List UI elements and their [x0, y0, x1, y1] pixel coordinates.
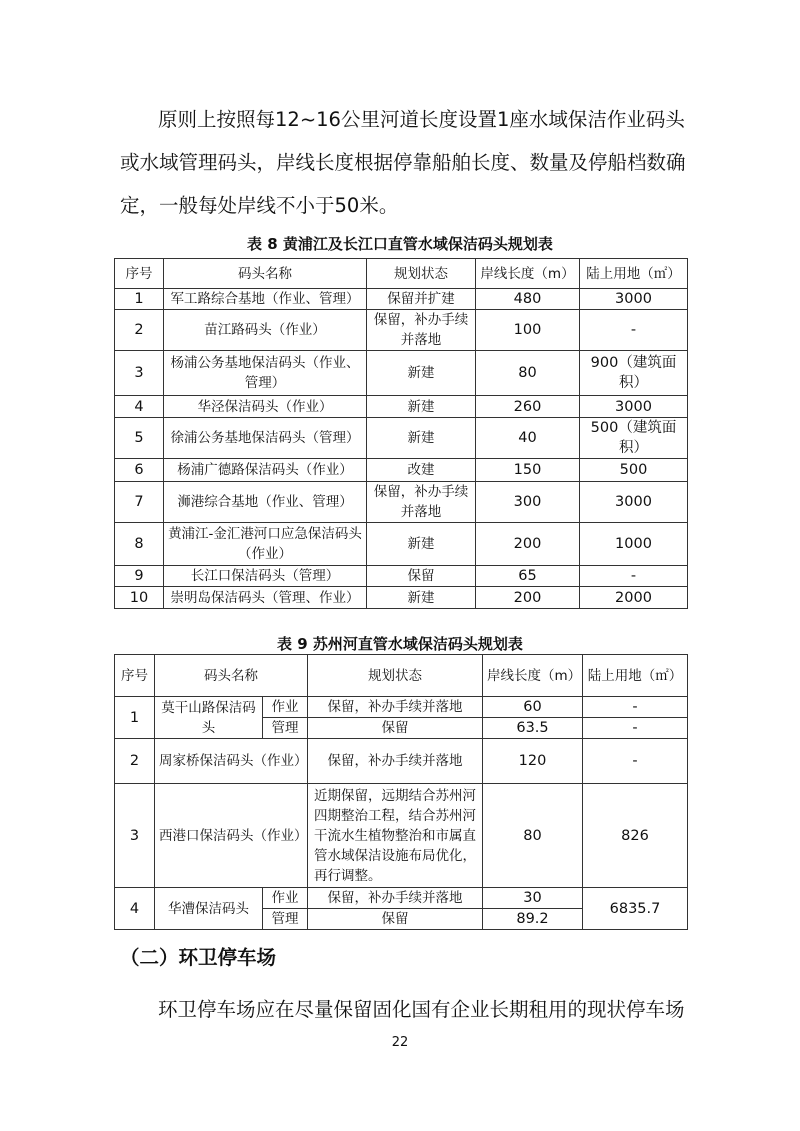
- table-row: [115, 310, 688, 351]
- table-row: [115, 587, 688, 609]
- shoreline-length: 200: [476, 523, 580, 566]
- dock-name: 西港口保洁码头（作业）: [155, 784, 308, 888]
- plan-status: 保留并扩建: [367, 289, 476, 310]
- plan-status: 近期保留，远期结合苏州河四期整治工程，结合苏州河干流水生植物整治和市属直管水域保洁设施布局优化，再行调整。: [308, 784, 483, 888]
- page-number: 22: [391, 1035, 409, 1050]
- table-row: [115, 697, 688, 718]
- closing-paragraph: 环卫停车场应在尽量保留固化国有企业长期租用的现状停车场: [158, 998, 685, 1021]
- dock-type: 管理: [263, 718, 308, 739]
- shoreline-length: 100: [476, 310, 580, 351]
- dock-name: 杨浦广德路保洁码头（作业）: [164, 459, 367, 482]
- plan-status: 新建: [367, 351, 476, 396]
- land-area: 826: [583, 784, 688, 888]
- row-number: 5: [115, 418, 164, 459]
- dock-name: 徐浦公务基地保洁码头（管理）: [164, 418, 367, 459]
- dock-name: 华泾保洁码头（作业）: [164, 396, 367, 418]
- land-area: 500（建筑面积）: [580, 418, 688, 459]
- table9: [114, 654, 688, 930]
- table9-header: 规划状态: [308, 655, 483, 697]
- table8-header: 码头名称: [164, 259, 367, 289]
- row-number: 3: [115, 784, 155, 888]
- shoreline-length: 63.5: [483, 718, 583, 739]
- table-row: [115, 459, 688, 482]
- dock-name: 军工路综合基地（作业、管理）: [164, 289, 367, 310]
- plan-status: 保留，补办手续并落地: [308, 739, 483, 784]
- table8-header: 岸线长度（m）: [476, 259, 580, 289]
- dock-name: 崇明岛保洁码头（管理、作业）: [164, 587, 367, 609]
- shoreline-length: 89.2: [483, 909, 583, 930]
- table9-header-row: [115, 655, 688, 697]
- plan-status: 新建: [367, 523, 476, 566]
- shoreline-length: 150: [476, 459, 580, 482]
- dock-name: 莫干山路保洁码头: [155, 697, 263, 739]
- shoreline-length: 80: [483, 784, 583, 888]
- table-row: [115, 566, 688, 587]
- table-row: [115, 523, 688, 566]
- table9-header: 陆上用地（㎡）: [583, 655, 688, 697]
- dock-name: 周家桥保洁码头（作业）: [155, 739, 308, 784]
- plan-status: 新建: [367, 396, 476, 418]
- plan-status: 新建: [367, 587, 476, 609]
- land-area: 900（建筑面积）: [580, 351, 688, 396]
- shoreline-length: 300: [476, 482, 580, 523]
- plan-status: 保留: [367, 566, 476, 587]
- shoreline-length: 60: [483, 697, 583, 718]
- table8-caption: 表 8 黄浦江及长江口直管水域保洁码头规划表: [247, 235, 553, 253]
- dock-type: 作业: [263, 697, 308, 718]
- dock-type: 作业: [263, 888, 308, 909]
- land-area: 6835.7: [583, 888, 688, 930]
- row-number: 4: [115, 396, 164, 418]
- shoreline-length: 65: [476, 566, 580, 587]
- land-area: 500: [580, 459, 688, 482]
- table9-header: 码头名称: [155, 655, 308, 697]
- shoreline-length: 260: [476, 396, 580, 418]
- table8-header: 陆上用地（㎡）: [580, 259, 688, 289]
- row-number: 1: [115, 289, 164, 310]
- shoreline-length: 200: [476, 587, 580, 609]
- plan-status: 保留: [308, 909, 483, 930]
- land-area: -: [580, 310, 688, 351]
- plan-status: 保留，补办手续并落地: [367, 310, 476, 351]
- land-area: 2000: [580, 587, 688, 609]
- row-number: 10: [115, 587, 164, 609]
- row-number: 3: [115, 351, 164, 396]
- row-number: 4: [115, 888, 155, 930]
- table-row: [115, 784, 688, 888]
- table-row: [115, 888, 688, 909]
- dock-name: 杨浦公务基地保洁码头（作业、管理）: [164, 351, 367, 396]
- table9-header: 序号: [115, 655, 155, 697]
- table-row: [115, 351, 688, 396]
- land-area: -: [583, 697, 688, 718]
- row-number: 2: [115, 310, 164, 351]
- land-area: -: [583, 739, 688, 784]
- dock-name: 长江口保洁码头（管理）: [164, 566, 367, 587]
- row-number: 1: [115, 697, 155, 739]
- land-area: -: [580, 566, 688, 587]
- shoreline-length: 480: [476, 289, 580, 310]
- plan-status: 保留，补办手续并落地: [308, 888, 483, 909]
- land-area: 1000: [580, 523, 688, 566]
- table8: [114, 258, 688, 609]
- shoreline-length: 40: [476, 418, 580, 459]
- land-area: 3000: [580, 289, 688, 310]
- table8-header: 序号: [115, 259, 164, 289]
- dock-type: 管理: [263, 909, 308, 930]
- land-area: 3000: [580, 482, 688, 523]
- plan-status: 新建: [367, 418, 476, 459]
- table8-header: 规划状态: [367, 259, 476, 289]
- shoreline-length: 80: [476, 351, 580, 396]
- row-number: 9: [115, 566, 164, 587]
- land-area: -: [583, 718, 688, 739]
- shoreline-length: 30: [483, 888, 583, 909]
- dock-name: 浉港综合基地（作业、管理）: [164, 482, 367, 523]
- plan-status: 保留: [308, 718, 483, 739]
- table9-caption: 表 9 苏州河直管水域保洁码头规划表: [277, 635, 523, 653]
- table-row: [115, 482, 688, 523]
- table8-header-row: [115, 259, 688, 289]
- table-row: [115, 418, 688, 459]
- table9-header: 岸线长度（m）: [483, 655, 583, 697]
- plan-status: 保留，补办手续并落地: [308, 697, 483, 718]
- section-heading: （二）环卫停车场: [120, 946, 277, 969]
- table-row: [115, 739, 688, 784]
- plan-status: 改建: [367, 459, 476, 482]
- row-number: 7: [115, 482, 164, 523]
- table-row: [115, 396, 688, 418]
- row-number: 6: [115, 459, 164, 482]
- intro-paragraph: 原则上按照每12~16公里河道长度设置1座水域保洁作业码头或水域管理码头，岸线长度根据停靠船舶长度、数量及停船档数确定，一般每处岸线不小于50米。: [120, 108, 686, 217]
- row-number: 8: [115, 523, 164, 566]
- land-area: 3000: [580, 396, 688, 418]
- shoreline-length: 120: [483, 739, 583, 784]
- dock-name: 黄浦江-金汇港河口应急保洁码头（作业）: [164, 523, 367, 566]
- table-row: [115, 289, 688, 310]
- dock-name: 苗江路码头（作业）: [164, 310, 367, 351]
- row-number: 2: [115, 739, 155, 784]
- dock-name: 华漕保洁码头: [155, 888, 263, 930]
- plan-status: 保留，补办手续并落地: [367, 482, 476, 523]
